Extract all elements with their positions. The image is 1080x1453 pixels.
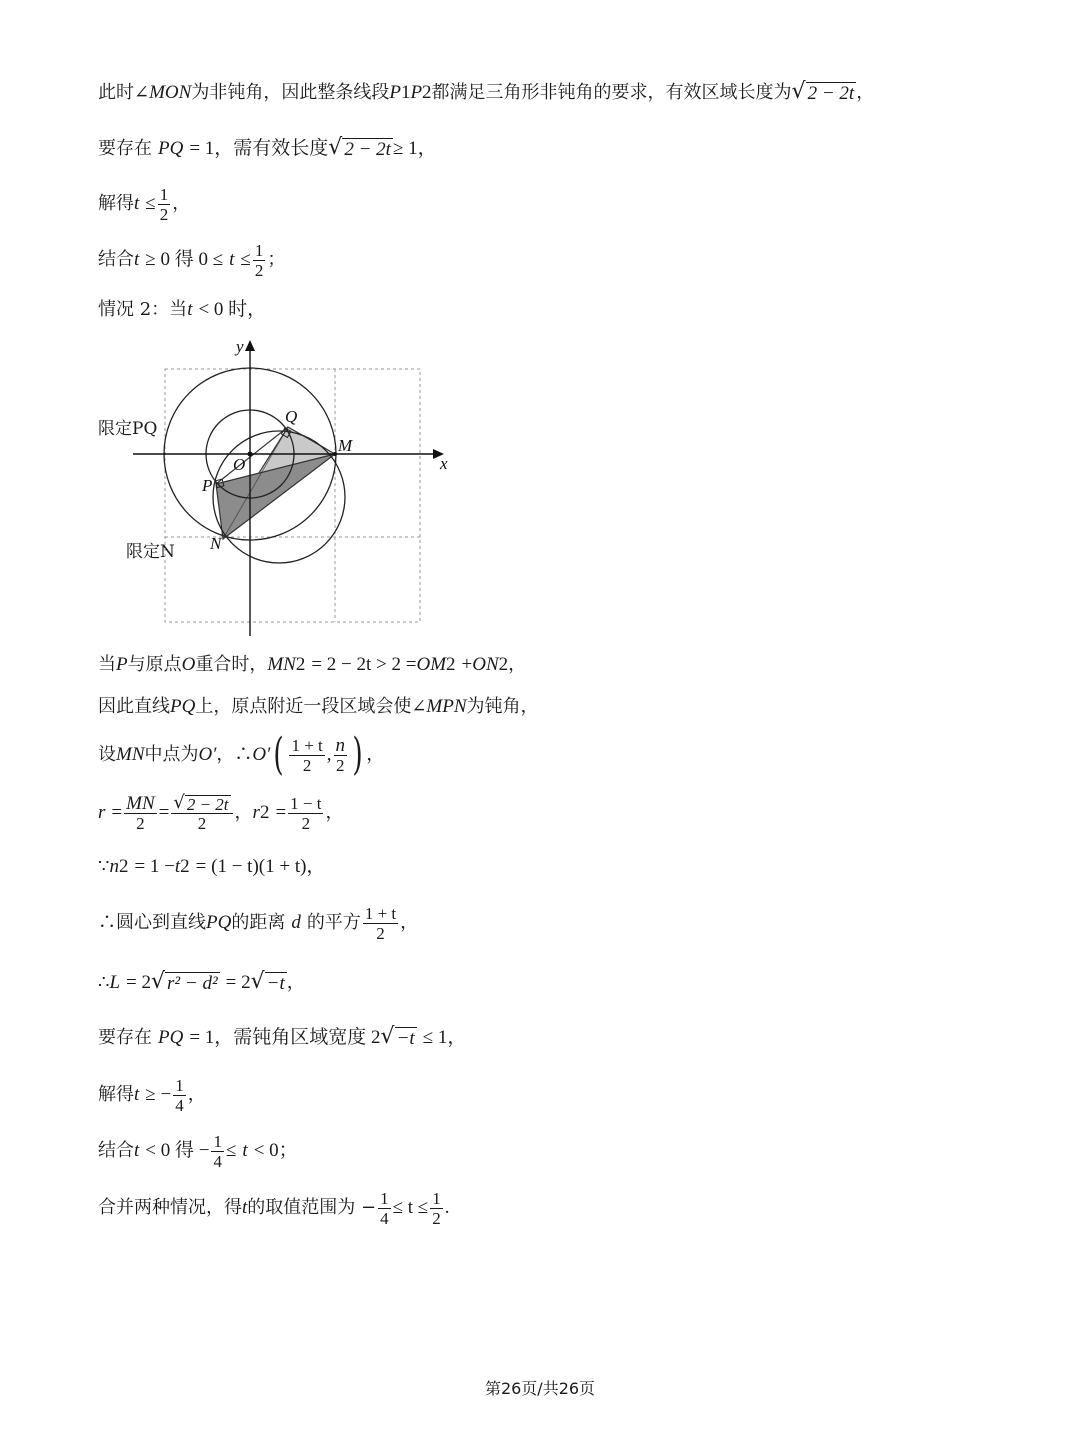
text-line-1: 此时∠ MON 为非钝角，因此整条线段 P 1 P 2 都满足三角形非钝角的要求，有效区域长度为 √ 2 − 2t ， [98,79,875,104]
axis-x-label: x [440,454,448,473]
text-line-10: ∵ n 2 = 1 − t 2 = (1 − t)(1 + t)， [98,856,326,877]
point-o-label: O [233,455,246,474]
fraction: $\frac{1}{2}$ [254,240,264,280]
fraction: $\frac{1 + t}{2}$ [364,903,397,943]
fraction: √ 2 − 2t 2 [171,793,232,833]
fraction: $\frac{1}{4}$ [380,1188,389,1228]
fraction: $\frac{1 + t}{2}$ [291,735,323,775]
text-line-11: ∴圆心到直线 PQ 的距离 d 的平方 $\frac{1 + t}{2}$ ， [98,903,419,943]
text-line-2: 要存在 PQ = 1，需有效长度 √ 2 − 2t ≥ 1， [98,135,437,160]
sqrt-expr: √ r² − d² [151,969,218,994]
sqrt-expr: √ 2 − 2t [791,79,855,104]
page-footer: 第26页/共26页 [484,1379,596,1398]
fraction: $\frac{1}{4}$ [213,1131,222,1171]
text-line-4: 结合 t ≥ 0 得 0 ≤ t ≤ $\frac{1}{2}$ ； [98,240,286,280]
point-m-label: M [338,436,353,455]
fraction: $\frac{1}{2}$ [159,184,169,224]
point-p-label: P [202,476,213,495]
fraction: $\frac{1 - t}{2}$ [290,793,322,833]
fraction: $\frac{1}{2}$ [432,1188,441,1228]
sqrt-expr: √ −t [380,1024,415,1049]
text-line-3: 解得 t ≤ $\frac{1}{2}$ ， [98,184,191,224]
fraction: $\frac{MN}{2}$ [126,792,155,833]
text-line-12: ∴ L = 2 √ r² − d² = 2 √ −t ， [98,969,305,994]
point-n-label: N [210,534,222,553]
text-line-14: 解得 t ≥ − $\frac{1}{4}$ ， [98,1075,206,1115]
geometry-figure [128,334,468,644]
label-limit-pq: 限定PQ [98,419,158,439]
fraction: $\frac{n}{2}$ [335,734,346,775]
text-line-6: 当 P 与原点 O 重合时， MN 2 = 2 − 2t > 2 = OM 2 + ON 2 ， [98,654,527,675]
text-line-5: 情况 2：当 t < 0 时， [98,299,267,320]
text-line-9: r = $\frac{MN}{2}$ = √ 2 − 2t 2 ， r 2 = $\frac{1 - t}{2}$ ， [98,792,344,833]
sqrt-expr: √ 2 − 2t [328,135,391,160]
sqrt-expr: √ −t [250,969,285,994]
text-line-16: 合并两种情况，得 t 的取值范围为 − $\frac{1}{4}$ ≤ t ≤ $\frac{1}{2}$ . [98,1188,450,1228]
axis-y-label: y [236,337,244,356]
text-line-8: 设 MN 中点为 O′ ，∴ O′ ( $\frac{1 + t}{2}$ , $\frac{n}{2}$ ) ， [98,729,385,780]
fraction: $\frac{1}{4}$ [175,1075,184,1115]
point-q-label: Q [285,407,298,426]
text-line-7: 因此直线 PQ 上，原点附近一段区域会使∠ MPN 为钝角， [98,696,539,717]
label-limit-n: 限定N [126,542,175,562]
text-line-13: 要存在 PQ = 1，需钝角区域宽度 2 √ −t ≤ 1， [98,1024,467,1049]
text-line-15: 结合 t < 0 得 − $\frac{1}{4}$ ≤ t < 0； [98,1131,298,1171]
